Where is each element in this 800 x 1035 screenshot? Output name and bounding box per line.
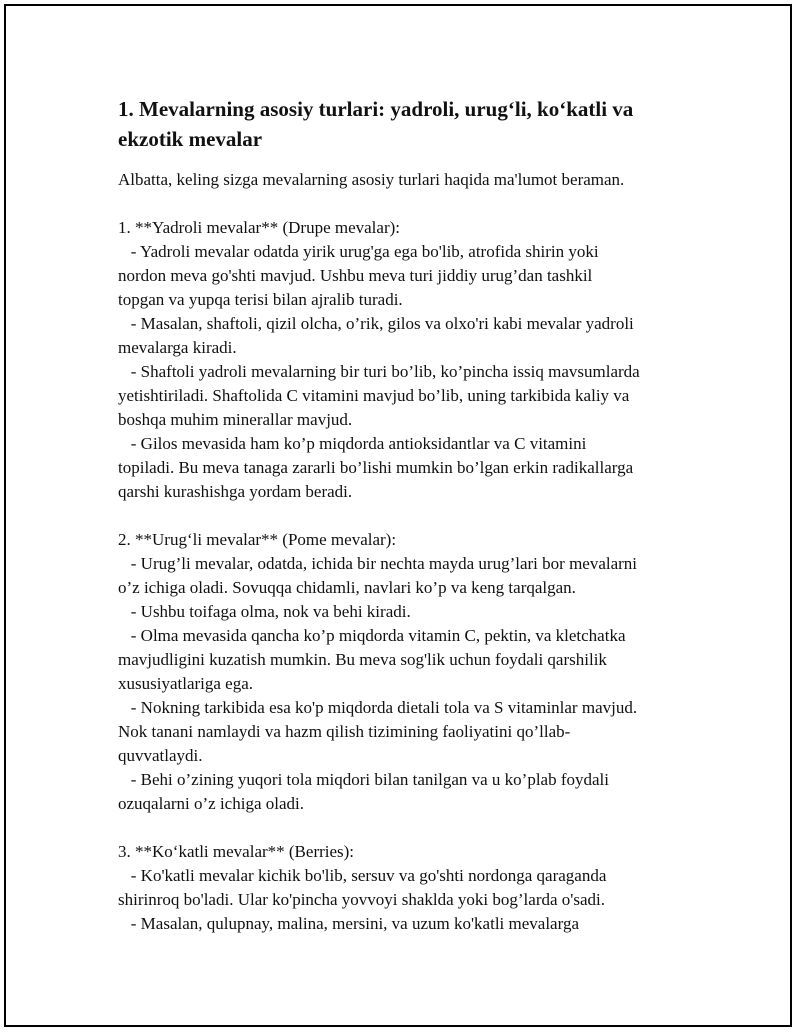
- text-line: ozuqalarni o’z ichiga oladi.: [118, 794, 304, 813]
- text-line: topgan va yupqa terisi bilan ajralib turadi.: [118, 290, 403, 309]
- text-line: quvvatlaydi.: [118, 746, 203, 765]
- section-heading: 1. **Yadroli mevalar** (Drupe mevalar):: [118, 218, 400, 237]
- section-gap: [118, 504, 688, 528]
- text-line: o’z ichiga oladi. Sovuqqa chidamli, navlari ko’p va keng tarqalgan.: [118, 578, 576, 597]
- text-line: - Nokning tarkibida esa ko'p miqdorda dietali tola va S vitaminlar mavjud.: [118, 698, 638, 717]
- text-line: - Urug’li mevalar, odatda, ichida bir nechta mayda urug’lari bor mevalarni: [118, 554, 638, 573]
- document-title: 1. Mevalarning asosiy turlari: yadroli, urug‘li, ko‘katli va ekzotik mevalar: [118, 97, 634, 151]
- text-line: - Masalan, shaftoli, qizil olcha, o’rik, gilos va olxo'ri kabi mevalar yadroli: [118, 314, 634, 333]
- text-line: nordon meva go'shti mavjud. Ushbu meva turi jiddiy urug’dan tashkil: [118, 266, 593, 285]
- text-line: Nok tanani namlaydi va hazm qilish tizimining faoliyatini qo’llab-: [118, 722, 571, 741]
- text-line: - Olma mevasida qancha ko’p miqdorda vitamin C, pektin, va kletchatka: [118, 626, 626, 645]
- section-heading: 3. **Ko‘katli mevalar** (Berries):: [118, 842, 355, 861]
- text-line: shirinroq bo'ladi. Ular ko'pincha yovvoyi shaklda yoki bog’larda o'sadi.: [118, 890, 605, 909]
- text-line: - Ko'katli mevalar kichik bo'lib, sersuv va go'shti nordonga qaraganda: [118, 866, 607, 885]
- text-line: - Ushbu toifaga olma, nok va behi kiradi.: [118, 602, 411, 621]
- section-3: [118, 840, 688, 936]
- text-line: mevalarga kiradi.: [118, 338, 237, 357]
- section-heading: 2. **Urug‘li mevalar** (Pome mevalar):: [118, 530, 397, 549]
- text-line: - Gilos mevasida ham ko’p miqdorda antioksidantlar va C vitamini: [118, 434, 587, 453]
- section-gap: [118, 192, 688, 216]
- text-line: - Masalan, qulupnay, malina, mersini, va uzum ko'katli mevalarga: [118, 914, 579, 933]
- text-line: mavjudligini kuzatish mumkin. Bu meva sog'lik uchun foydali qarshilik: [118, 650, 607, 669]
- text-line: boshqa muhim minerallar mavjud.: [118, 410, 353, 429]
- section-2: [118, 528, 688, 816]
- text-line: yetishtiriladi. Shaftolida C vitamini mavjud bo’lib, uning tarkibida kaliy va: [118, 386, 630, 405]
- text-line: - Behi o’zining yuqori tola miqdori bilan tanilgan va u ko’plab foydali: [118, 770, 610, 789]
- document-body: [118, 94, 688, 936]
- text-line: - Shaftoli yadroli mevalarning bir turi bo’lib, ko’pincha issiq mavsumlarda: [118, 362, 640, 381]
- intro-paragraph: Albatta, keling sizga mevalarning asosiy turlari haqida ma'lumot beraman.: [118, 170, 625, 189]
- text-line: qarshi kurashishga yordam beradi.: [118, 482, 353, 501]
- section-gap: [118, 816, 688, 840]
- sections-container: [118, 192, 688, 936]
- text-line: xususiyatlariga ega.: [118, 674, 254, 693]
- text-line: topiladi. Bu meva tanaga zararli bo’lishi mumkin bo’lgan erkin radikallarga: [118, 458, 634, 477]
- text-line: - Yadroli mevalar odatda yirik urug'ga ega bo'lib, atrofida shirin yoki: [118, 242, 599, 261]
- section-1: [118, 216, 688, 504]
